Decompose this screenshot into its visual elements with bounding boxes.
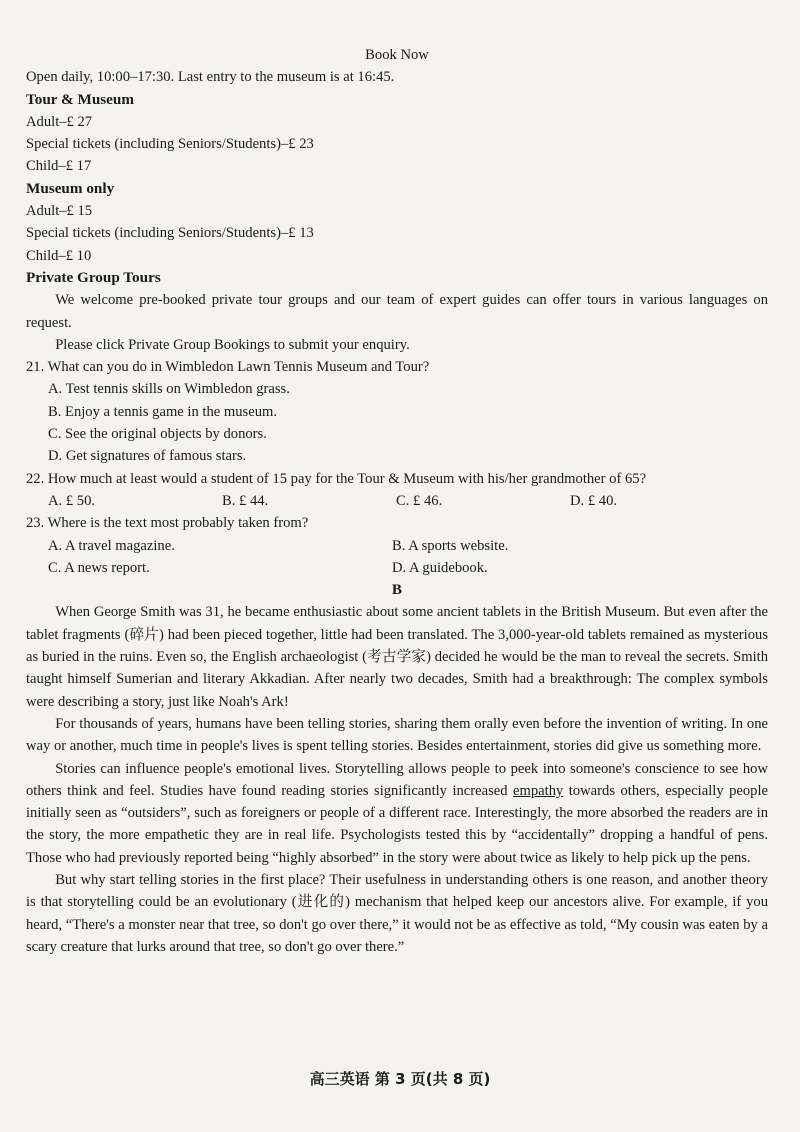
museum-child-price: Child–£ 10: [26, 247, 92, 264]
question-23-option-d: D. A guidebook.: [392, 559, 488, 576]
private-enquiry-paragraph: Please click Private Group Bookings to submit your enquiry.: [55, 336, 410, 353]
page-footer: 高三英语 第 3 页(共 8 页): [309, 1070, 491, 1088]
question-23-options-row2: [26, 557, 768, 579]
book-now-heading: Book Now: [365, 47, 429, 63]
museum-special-price: Special tickets (including Seniors/Students)–£ 13: [26, 225, 314, 242]
question-21-stem: 21. What can you do in Wimbledon Lawn Tennis Museum and Tour?: [26, 359, 430, 376]
tour-special-price: Special tickets (including Seniors/Students)–£ 23: [26, 136, 314, 153]
question-22-option-b: B. £ 44.: [222, 492, 269, 509]
passage-paragraph-4: But why start telling stories in the first place? Their usefulness in understanding others is one reason, and another theory is that storytelling could be an evolutionary (进化的) mechanism that helped keep our ancestors alive. For example, if you heard, “There's a monster near that tree, so don't go over there,” it would not be as effective as told, “My cousin was eaten by a scary creature that lurks around that tree, so don't go over there.”: [26, 871, 768, 955]
tour-adult-price: Adult–£ 27: [26, 113, 93, 130]
opening-hours: Open daily, 10:00–17:30. Last entry to the museum is at 16:45.: [26, 69, 395, 86]
private-tours-paragraph: We welcome pre-booked private tour groups and our team of expert guides can offer tours in various languages on request.: [26, 292, 768, 331]
question-21-option-c: C. See the original objects by donors.: [48, 426, 267, 443]
museum-adult-price: Adult–£ 15: [26, 203, 93, 220]
question-23-options-row1: [26, 535, 768, 557]
question-22-option-a: A. £ 50.: [48, 492, 96, 509]
passage-paragraph-2: For thousands of years, humans have been telling stories, sharing them orally even before the invention of writing. In one way or another, much time in people's lives is spent telling stories. Besides entertainment, stories did give us something more.: [26, 715, 768, 755]
question-21-option-d: D. Get signatures of famous stars.: [48, 448, 247, 465]
passage-paragraph-3-part-b: towards others, especially people initially seen as “outsiders”, such as foreigners or people of a different race. Interestingly, the more absorbed the readers are in the story, the more empathetic they are in real life. Psychologists tested this by “accidentally” dropping a handful of pens. Those who had previously reported being “highly absorbed” in the story were about twice as likely to help pick up the pens.: [26, 782, 769, 866]
museum-only-heading: Museum only: [26, 179, 115, 197]
question-23-stem: 23. Where is the text most probably taken from?: [26, 515, 309, 532]
question-21-option-b: B. Enjoy a tennis game in the museum.: [48, 403, 278, 420]
question-22-options: [26, 490, 768, 512]
private-tours-heading: Private Group Tours: [26, 268, 161, 286]
section-b-label: B: [391, 581, 403, 599]
question-23-option-b: B. A sports website.: [392, 537, 509, 554]
exam-page: [26, 44, 768, 958]
tour-child-price: Child–£ 17: [26, 158, 92, 175]
question-22-option-c: C. £ 46.: [396, 492, 443, 509]
passage-paragraph-1: When George Smith was 31, he became enthusiastic about some ancient tablets in the British Museum. But even after the tablet fragments (碎片) had been pieced together, little had been translated. The 3,000-year-old tablets remained as mysterious as buried in the ruins. Even so, the English archaeologist (考古学家) decided he would be the man to reveal the secrets. Smith taught himself Sumerian and literary Akkadian. After nearly two decades, Smith had a breakthrough: The complex symbols were describing a story, just like Noah's Ark!: [26, 604, 768, 710]
question-22-stem: 22. How much at least would a student of 15 pay for the Tour & Museum with his/her grandmother of 65?: [26, 470, 647, 487]
question-23-option-c: C. A news report.: [48, 559, 150, 576]
question-23-option-a: A. A travel magazine.: [48, 537, 175, 554]
passage-paragraph-3: [26, 758, 768, 869]
tour-museum-heading: Tour & Museum: [26, 90, 135, 108]
question-21-option-a: A. Test tennis skills on Wimbledon grass.: [48, 381, 290, 398]
question-22-option-d: D. £ 40.: [570, 492, 618, 509]
passage-paragraph-3-part-a: Stories can influence people's emotional lives. Storytelling allows people to peek into someone's conscience to see how others think and feel. Studies have found reading stories significantly increased: [26, 760, 768, 799]
empathy-underlined-word: empathy: [513, 782, 564, 799]
